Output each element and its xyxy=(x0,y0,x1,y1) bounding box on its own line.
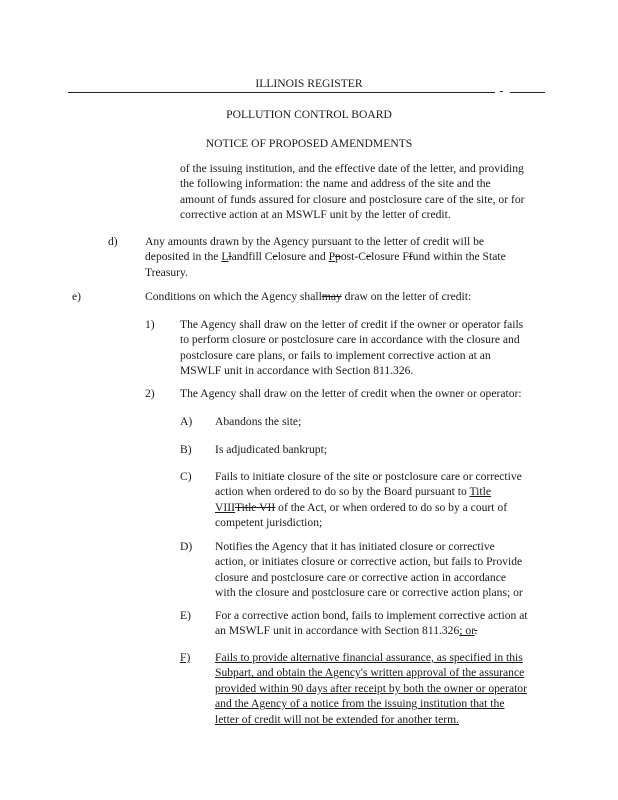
item-d-text xyxy=(145,234,506,280)
item-D-line: Notifies the Agency that it has initiated closure or corrective xyxy=(215,540,495,553)
item-e1-line: MSWLF unit in accordance with Section 811.326. xyxy=(180,364,414,378)
register-title: ILLINOIS REGISTER xyxy=(255,77,363,90)
item-e1-text xyxy=(180,317,523,379)
item-e2-label: 2) xyxy=(145,387,155,400)
item-F-line: and the Agency of a notice from the issuing institution that the xyxy=(215,697,505,711)
item-A-text: Abandons the site; xyxy=(215,415,302,428)
item-C-line: VIIITitle VII of the Act, or when ordered to do so by a court of xyxy=(215,500,508,514)
header-rule-dot xyxy=(500,91,503,92)
item-C-line: Fails to initiate closure of the site or postclosure care or corrective xyxy=(215,470,522,483)
item-F-line: letter of credit will not be extended for another term. xyxy=(215,712,460,726)
item-d-line: deposited in the Llandfill Celosure and Ppost-Celosure Ffund within the State xyxy=(145,250,506,264)
item-D-line: with the closure and postclosure care or corrective action plans; or xyxy=(215,586,523,600)
item-F-text xyxy=(215,650,527,727)
item-F-line: Subpart, and obtain the Agency's written approval of the assurance xyxy=(215,666,525,680)
item-B-text: Is adjudicated bankrupt; xyxy=(215,443,328,456)
item-e1-line: The Agency shall draw on the letter of credit if the owner or operator fails xyxy=(180,318,524,331)
item-d-line: Any amounts drawn by the Agency pursuant to the letter of credit will be xyxy=(145,235,485,248)
continuation-line: the following information: the name and address of the site and the xyxy=(180,177,491,191)
item-e2-text: The Agency shall draw on the letter of credit when the owner or operator: xyxy=(180,387,522,400)
item-C-line: action when ordered to do so by the Board pursuant to Title xyxy=(215,485,491,499)
item-E-text xyxy=(215,608,528,639)
item-F-label: F) xyxy=(180,651,191,664)
item-D-line: closure and postclosure care or corrective action in accordance xyxy=(215,570,506,584)
item-C-text xyxy=(215,469,522,531)
item-D-label: D) xyxy=(180,540,193,553)
item-e1-line: to perform closure or postclosure care in accordance with the closure and xyxy=(180,333,520,347)
item-D-line: action, or initiates closure or corrective action, but fails to Provide xyxy=(215,555,523,569)
header-rule-short xyxy=(510,92,545,93)
board-title: POLLUTION CONTROL BOARD xyxy=(226,108,392,121)
item-E-label: E) xyxy=(180,609,191,622)
notice-title: NOTICE OF PROPOSED AMENDMENTS xyxy=(205,137,413,150)
item-e1-line: postclosure care plans, or fails to implement corrective action at an xyxy=(180,348,491,362)
item-D-text xyxy=(215,539,523,601)
continuation-line: amount of funds assured for closure and postclosure care of the site, or for xyxy=(180,192,525,206)
item-B-label: B) xyxy=(180,443,192,456)
item-d-label: d) xyxy=(108,235,118,248)
header-rule xyxy=(68,92,495,93)
continuation-line: corrective action at an MSWLF unit by the letter of credit. xyxy=(180,208,451,222)
item-A-label: A) xyxy=(180,415,193,428)
item-E-line: For a corrective action bond, fails to implement corrective action at xyxy=(215,609,528,622)
continuation-paragraph xyxy=(180,161,524,223)
item-e-label: e) xyxy=(72,290,82,303)
continuation-line: of the issuing institution, and the effective date of the letter, and providing xyxy=(180,162,524,175)
item-C-line: competent jurisdiction; xyxy=(215,516,323,530)
item-e1-label: 1) xyxy=(145,318,155,331)
item-e-text: Conditions on which the Agency shallmay draw on the letter of credit: xyxy=(145,290,472,303)
item-E-line: an MSWLF unit in accordance with Section 811.326; or. xyxy=(215,624,478,638)
item-F-line: Fails to provide alternative financial assurance, as specified in this xyxy=(215,651,523,664)
item-d-line: Treasury. xyxy=(145,265,188,279)
item-C-label: C) xyxy=(180,470,192,483)
item-F-line: provided within 90 days after receipt by both the owner or operator xyxy=(215,681,527,695)
